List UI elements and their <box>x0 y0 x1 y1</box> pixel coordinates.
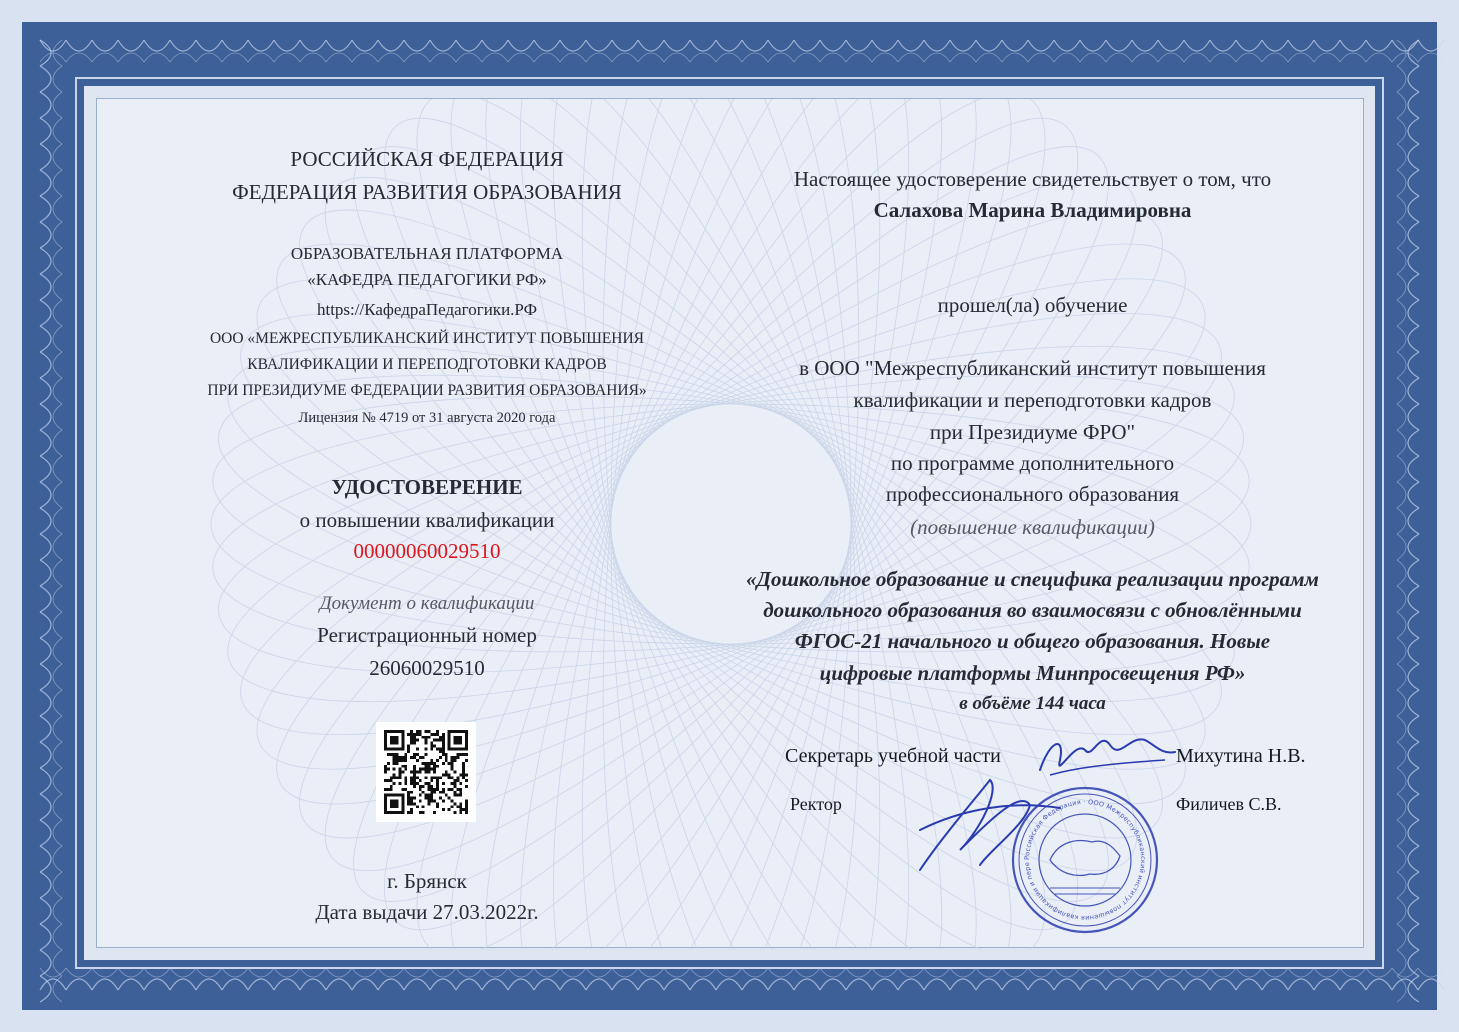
platform-line1: ОБРАЗОВАТЕЛЬНАЯ ПЛАТФОРМА <box>290 244 564 263</box>
program-line2: профессионального образования <box>885 482 1180 506</box>
course-hours: в объёме 144 часа <box>959 693 1106 714</box>
institution-line3: при Президиуме ФРО" <box>929 420 1136 444</box>
rector-label: Ректор <box>790 794 842 814</box>
issue-date: Дата выдачи 27.03.2022г. <box>315 900 539 924</box>
doc-type: Документ о квалификации <box>319 593 535 614</box>
round-seal-icon <box>900 720 1157 932</box>
certificate-title: УДОСТОВЕРЕНИЕ <box>331 475 523 499</box>
platform-line2: «КАФЕДРА ПЕДАГОГИКИ РФ» <box>307 270 547 289</box>
reg-number: 26060029510 <box>369 656 485 680</box>
course-line1: «Дошкольное образование и специфика реализации программ <box>746 567 1319 591</box>
license-text: Лицензия № 4719 от 31 августа 2020 года <box>298 410 556 426</box>
certificate-number: 00000060029510 <box>353 539 501 563</box>
org-line3: ПРИ ПРЕЗИДИУМЕ ФЕДЕРАЦИИ РАЗВИТИЯ ОБРАЗОВАНИЯ» <box>207 382 647 399</box>
intro-text: Настоящее удостоверение свидетельствует о том, что <box>793 167 1272 191</box>
secretary-name: Михутина Н.В. <box>1176 745 1306 767</box>
institution-line1: в ООО "Межреспубликанский институт повышения <box>799 356 1266 380</box>
course-line3: ФГОС-21 начального и общего образования. Новые <box>794 629 1271 653</box>
course-line4: цифровые платформы Минпросвещения РФ» <box>819 661 1246 685</box>
platform-website: https://КафедраПедагогики.РФ <box>316 300 538 319</box>
course-line2: дошкольного образования во взаимосвязи с обновлёнными <box>763 598 1302 622</box>
svg-text:Российская Федерация · ООО Меж: Российская Федерация · ООО Межреспубликанский институт повышения квалификации и пере <box>1022 797 1148 923</box>
org-line1: ООО «МЕЖРЕСПУБЛИКАНСКИЙ ИНСТИТУТ ПОВЫШЕНИЯ <box>209 330 645 347</box>
institution-line2: квалификации и переподготовки кадров <box>853 388 1212 412</box>
org-line2: КВАЛИФИКАЦИИ И ПЕРЕПОДГОТОВКИ КАДРОВ <box>247 356 607 373</box>
city: г. Брянск <box>387 869 467 893</box>
program-kind: (повышение квалификации) <box>910 515 1155 539</box>
completed-text: прошел(ла) обучение <box>937 293 1128 317</box>
certificate-subtitle: о повышении квалификации <box>299 508 555 532</box>
secretary-label: Секретарь учебной части <box>785 745 1001 767</box>
program-line1: по программе дополнительного <box>890 451 1175 475</box>
country-heading: РОССИЙСКАЯ ФЕДЕРАЦИЯ <box>290 147 564 171</box>
reg-label: Регистрационный номер <box>317 623 537 647</box>
qr-code-icon <box>376 722 476 822</box>
federation-heading: ФЕДЕРАЦИЯ РАЗВИТИЯ ОБРАЗОВАНИЯ <box>232 180 622 204</box>
signatures-and-seal <box>900 720 1180 940</box>
person-name: Салахова Марина Владимировна <box>873 198 1192 222</box>
rector-name: Филичев С.В. <box>1176 794 1282 814</box>
